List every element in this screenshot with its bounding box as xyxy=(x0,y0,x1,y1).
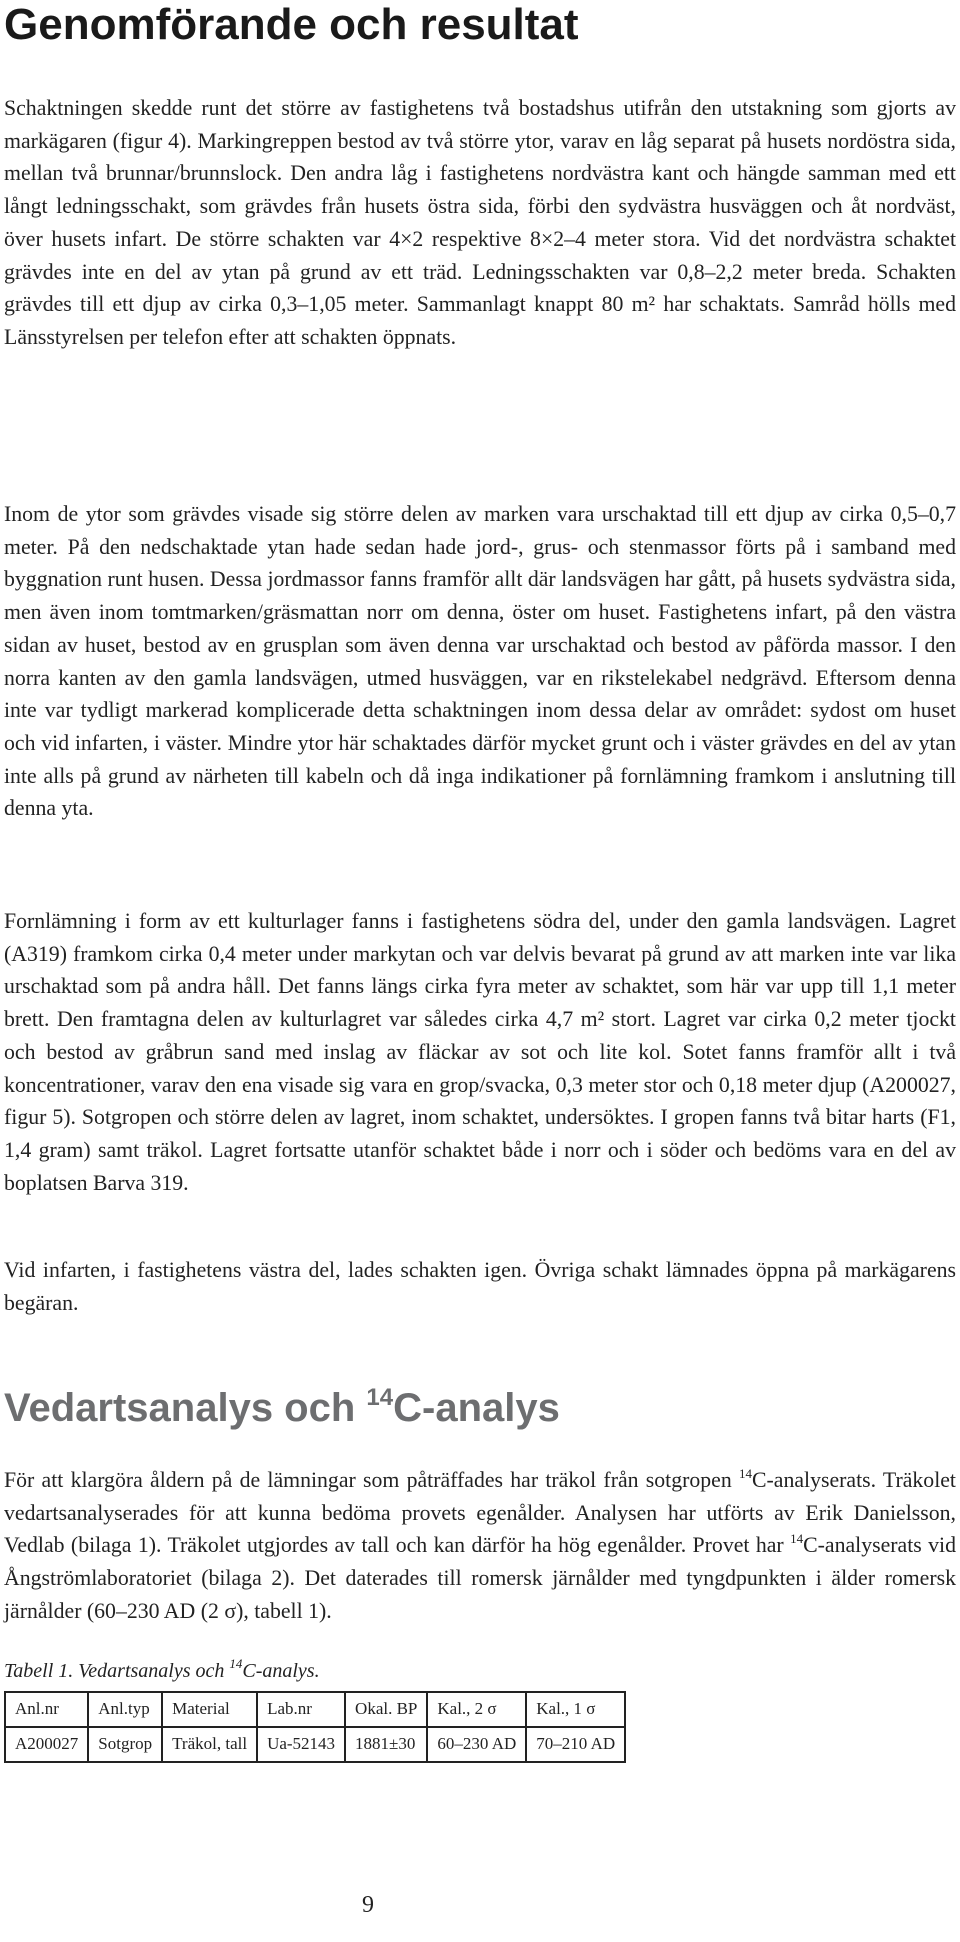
table-cell: Träkol, tall xyxy=(162,1727,257,1762)
table-header-cell: Material xyxy=(162,1692,257,1727)
text-run: För att klargöra åldern på de lämningar som påträffades har träkol från sotgropen xyxy=(4,1468,739,1492)
table-cell: Sotgrop xyxy=(88,1727,162,1762)
caption-text: C-analys. xyxy=(242,1660,320,1682)
subsection-heading xyxy=(4,1384,560,1431)
superscript: 14 xyxy=(366,1384,394,1411)
table-cell: Ua-52143 xyxy=(257,1727,345,1762)
text-run: C-analyserats vid Ångströmlaboratoriet (bilaga 2). Det daterades till romersk järnålder med tyngdpunkten i älder romersk järnålder (60–230 AD (2 σ), tabell 1). xyxy=(4,1533,956,1623)
heading-text: C-analys xyxy=(393,1386,560,1430)
table-cell: 60–230 AD xyxy=(427,1727,526,1762)
paragraph: Schaktningen skedde runt det större av fastighetens två bostadshus utifrån den utstakning som gjorts av markägaren (figur 4). Markingreppen bestod av två större ytor, varav en låg separat på husets nordöstra sida, mellan två brunnar/brunnslock. Den andra låg i fastighetens nordvästra kant och hängde samman med ett långt ledningsschakt, som grävdes från husets östra sida, förbi den sydvästra husväggen och åt nordväst, över husets infart. De större schakten var 4×2 respektive 8×2–4 meter stora. Vid det nordvästra schaktet grävdes inte en del av ytan på grund av ett träd. Ledningsschakten var 0,8–2,2 meter breda. Schakten grävdes till ett djup av cirka 0,3–1,05 meter. Sammanlagt knappt 80 m² har schaktats. Samråd hölls med Länsstyrelsen per telefon efter att schakten öppnats. xyxy=(4,96,956,349)
table-caption xyxy=(4,1656,320,1683)
table-header-cell: Okal. BP xyxy=(345,1692,427,1727)
table-header-cell: Kal., 2 σ xyxy=(427,1692,526,1727)
heading-text: Vedartsanalys och xyxy=(4,1386,367,1430)
table-header-row xyxy=(5,1692,625,1727)
table-row xyxy=(5,1727,625,1762)
page-number: 9 xyxy=(362,1892,374,1918)
text-run: C-analyserats. Träkolet vedartsanalyserades för att kunna bedöma provets egenålder. Analysen har utförts av Erik Danielsson, Vedlab (bilaga 1). Träkolet utgjordes av tall och kan därför ha hög egenålder. Provet har xyxy=(4,1468,956,1558)
paragraph: Fornlämning i form av ett kulturlager fanns i fastighetens södra del, under den gamla landsvägen. Lagret (A319) framkom cirka 0,4 meter under markytan och var delvis bevarat på grund av att marken inte var lika urschaktad som på andra håll. Det fanns längs cirka fyra meter av schaktet, som här var upp till 1,1 meter brett. Den framtagna delen av kulturlagret var således cirka 4,7 m² stort. Lagret var cirka 0,2 meter tjockt och bestod av gråbrun sand med inslag av fläckar av sot och lite kol. Sotet fanns framför allt i två koncentrationer, varav den ena visade sig vara en grop/svacka, 0,3 meter stor och 0,18 meter djup (A200027, figur 5). Sotgropen och större delen av lagret, inom schaktet, undersöktes. I gropen fanns två bitar harts (F1, 1,4 gram) samt träkol. Lagret fortsatte utanför schaktet både i norr och i söder och bedöms vara en del av boplatsen Barva 319. xyxy=(4,909,956,1195)
caption-text: Tabell 1. Vedartsanalys och xyxy=(4,1660,230,1682)
table-header-cell: Anl.typ xyxy=(88,1692,162,1727)
superscript: 14 xyxy=(229,1656,243,1671)
table-header-cell: Anl.nr xyxy=(5,1692,88,1727)
superscript: 14 xyxy=(738,1466,752,1481)
section-heading: Genomförande och resultat xyxy=(4,0,579,49)
table-header-cell: Lab.nr xyxy=(257,1692,345,1727)
paragraph: Inom de ytor som grävdes visade sig större delen av marken vara urschaktad till ett djup av cirka 0,5–0,7 meter. På den nedschaktade ytan hade sedan hade jord-, grus- och stenmassor förts på i samband med byggnation runt husen. Dessa jordmassor fanns framför allt där landsvägen har gått, på husets sydvästra sida, men även inom tomtmarken/gräsmattan norr om denna, öster om huset. Fastighetens infart, på den västra sidan av huset, bestod av en grusplan som även denna var urschaktad och bestod av påförda massor. I den norra kanten av den gamla landsvägen, utmed husväggen, var en rikstelekabel nedgrävd. Eftersom denna inte var tydligt markerad komplicerade detta schaktningen inom dessa delar av området: sydost om huset och vid infarten, i väster. Mindre ytor här schaktades därför mycket grunt och i väster grävdes en del av ytan inte alls på grund av närheten till kabeln och då inga indikationer på fornlämning framkom i anslutning till denna yta. xyxy=(4,502,956,821)
paragraph xyxy=(4,1464,956,1628)
table-header-cell: Kal., 1 σ xyxy=(526,1692,625,1727)
paragraph: Vid infarten, i fastighetens västra del, lades schakten igen. Övriga schakt lämnades öppna på markägarens begäran. xyxy=(4,1258,956,1315)
table-cell: 70–210 AD xyxy=(526,1727,625,1762)
data-table xyxy=(4,1691,626,1763)
table-cell: 1881±30 xyxy=(345,1727,427,1762)
superscript: 14 xyxy=(790,1531,804,1547)
table-cell: A200027 xyxy=(5,1727,88,1762)
